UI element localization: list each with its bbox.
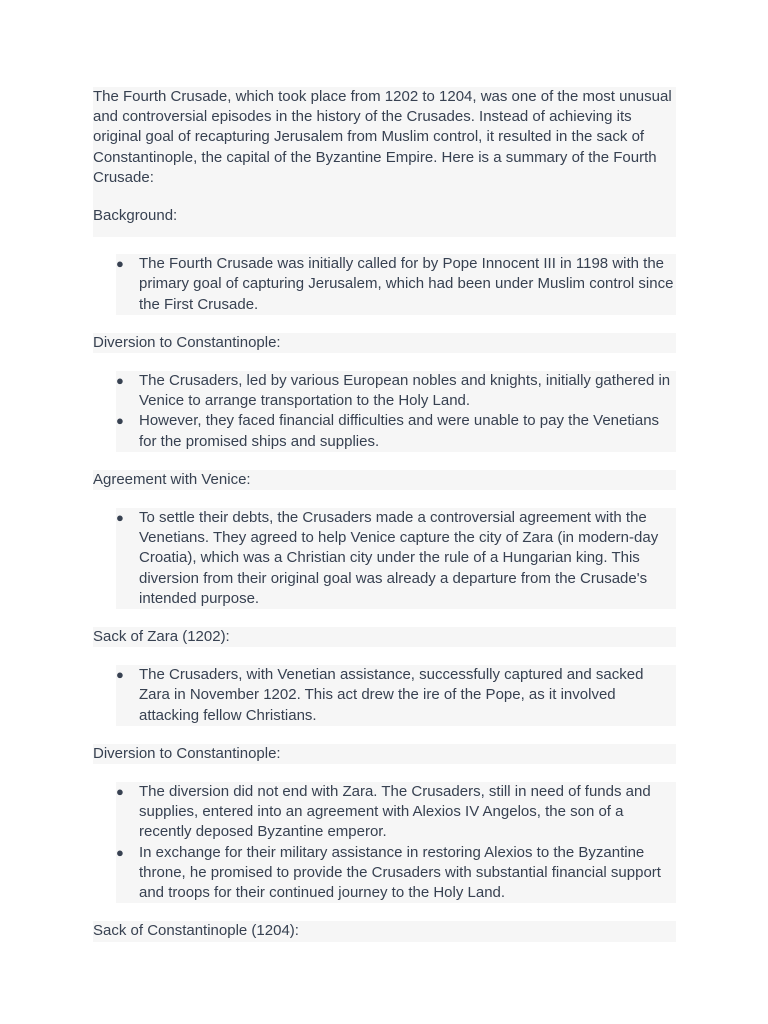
bullet-icon: ● — [116, 784, 124, 800]
section-heading-diversion-2: Diversion to Constantinople: — [93, 744, 676, 764]
bullet-list-zara — [116, 665, 676, 726]
section-heading-agreement: Agreement with Venice: — [93, 470, 676, 490]
spacer — [93, 490, 676, 508]
bullet-icon: ● — [116, 373, 124, 389]
bullet-icon: ● — [116, 510, 124, 526]
spacer — [93, 188, 676, 206]
spacer — [93, 609, 676, 627]
spacer — [93, 764, 676, 782]
list-item: ● To settle their debts, the Crusaders made a controversial agreement with the Venetians. They agreed to help Venice capture the city of Zara (in modern-day Croatia), which was a Christian city under the rule of a Hungarian king. This diversion from their original goal was already a departure from the Crusade's intended purpose. — [116, 509, 659, 607]
bullet-icon: ● — [116, 256, 124, 272]
list-item: ● The Fourth Crusade was initially called for by Pope Innocent III in 1198 with the primary goal of capturing Jerusalem, which had been under Muslim control since the First Crusade. — [116, 255, 674, 313]
bullet-list-agreement — [116, 508, 676, 609]
list-item: ● The Crusaders, led by various European nobles and knights, initially gathered in Venice to arrange transportation to the Holy Land. — [116, 372, 671, 410]
section-heading-diversion-1: Diversion to Constantinople: — [93, 333, 676, 353]
bullet-list-diversion-1 — [116, 371, 676, 452]
bullet-icon: ● — [116, 844, 124, 860]
spacer — [93, 647, 676, 665]
bullet-list-background — [116, 254, 676, 315]
list-item: ● In exchange for their military assistance in restoring Alexios to the Byzantine throne, he promised to provide the Crusaders with substantial financial support and troops for their continued journey to the Holy Land. — [116, 843, 661, 902]
spacer — [93, 315, 676, 333]
list-item: ● The Crusaders, with Venetian assistance, successfully captured and sacked Zara in November 1202. This act drew the ire of the Pope, as it involved attacking fellow Christians. — [116, 666, 644, 724]
section-heading-zara: Sack of Zara (1202): — [93, 627, 676, 647]
spacer — [93, 237, 676, 254]
spacer — [93, 452, 676, 470]
bullet-icon: ● — [116, 667, 124, 683]
spacer — [93, 726, 676, 744]
section-heading-background: Background: — [93, 207, 178, 225]
intro-paragraph: The Fourth Crusade, which took place from 1202 to 1204, was one of the most unusual and controversial episodes in the history of the Crusades. Instead of achieving its original goal of recapturing Jerusalem from Muslim control, it resulted in the sack of Constantinople, the capital of the Byzantine Empire. Here is a summary of the Fourth Crusade: — [93, 88, 672, 186]
intro-block — [93, 87, 676, 237]
bullet-list-diversion-2 — [116, 782, 676, 903]
section-heading-constantinople: Sack of Constantinople (1204): — [93, 921, 676, 941]
list-item: ● The diversion did not end with Zara. The Crusaders, still in need of funds and supplies, entered into an agreement with Alexios IV Angelos, the son of a recently deposed Byzantine emperor. — [116, 783, 651, 841]
list-item: ● However, they faced financial difficulties and were unable to pay the Venetians for the promised ships and supplies. — [116, 412, 660, 450]
bullet-icon: ● — [116, 413, 124, 429]
spacer — [93, 353, 676, 371]
spacer — [93, 903, 676, 921]
document-body — [93, 87, 676, 942]
